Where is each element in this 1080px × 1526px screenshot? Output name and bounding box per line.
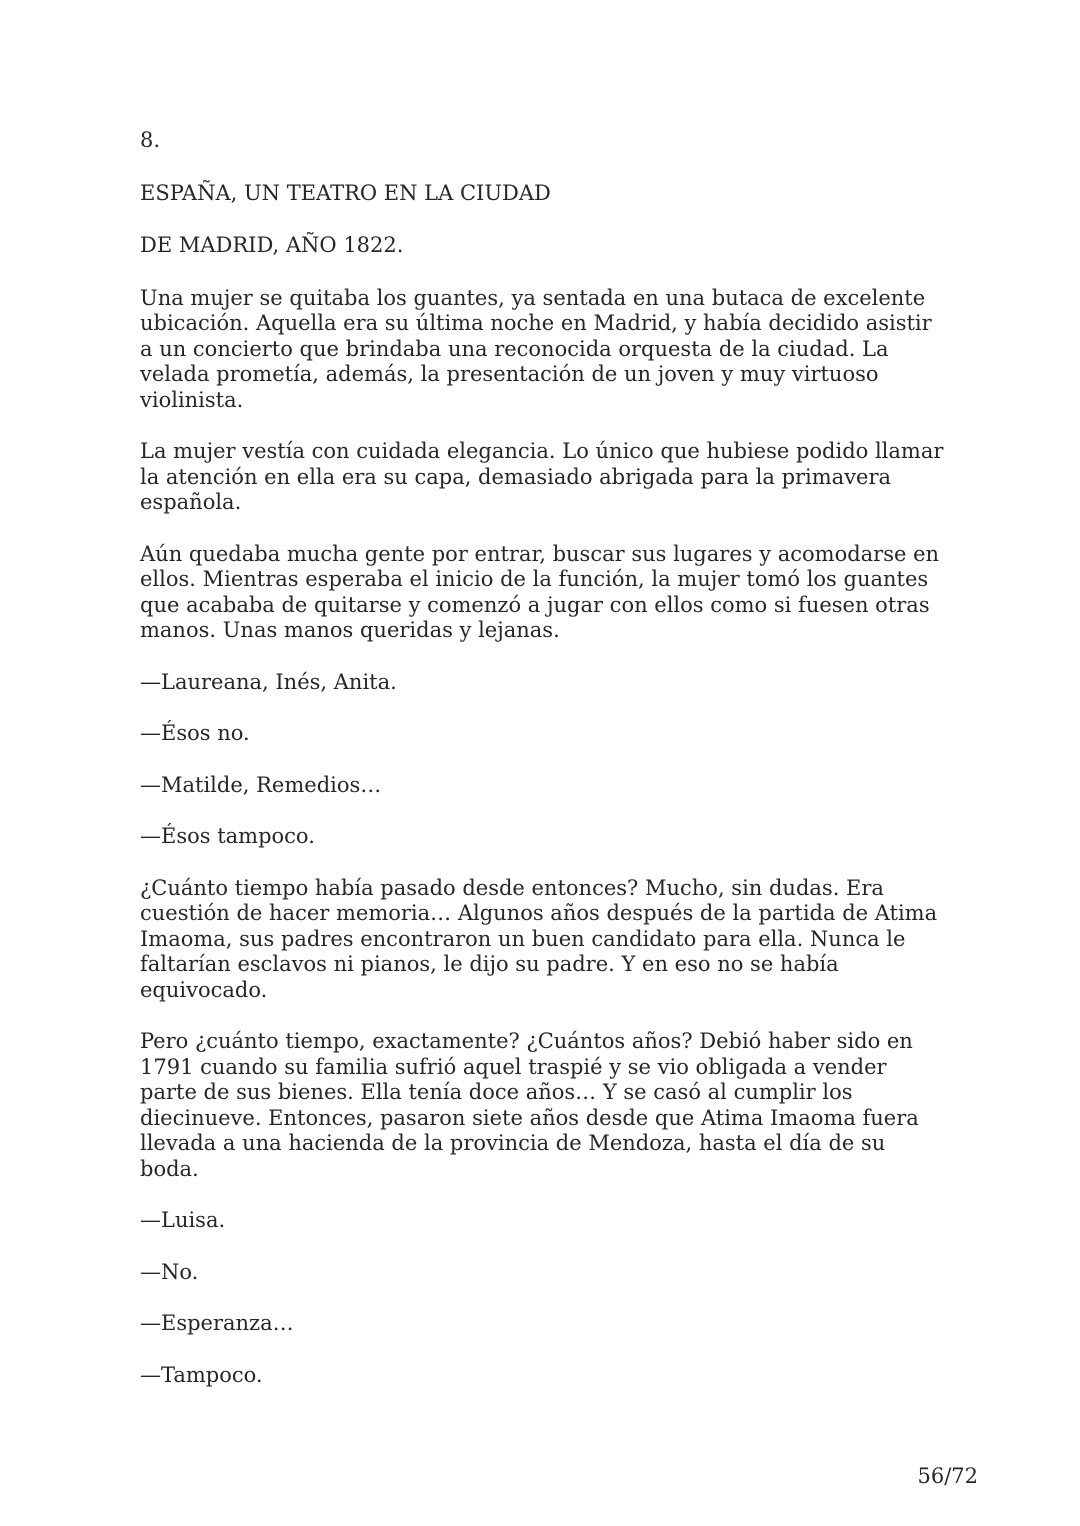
dialogue-line: —Tampoco. — [140, 1362, 263, 1387]
dialogue-line: —Esperanza… — [140, 1311, 294, 1335]
dialogue-line: —Laureana, Inés, Anita. — [140, 669, 397, 694]
page-number: 56/72 — [917, 1464, 978, 1488]
chapter-heading-line-1: ESPAÑA, UN TEATRO EN LA CIUDAD — [140, 180, 551, 205]
paragraph: ¿Cuánto tiempo había pasado desde entonces? Mucho, sin dudas. Era cuestión de hacer memoria… Algunos años después de la partida de Atima Imaoma, sus padres encontraron un buen candidato para ella. Nunca le faltarían esclavos ni pianos, le dijo su padre. Y en eso no se había equivocado. — [140, 875, 938, 1002]
paragraph: La mujer vestía con cuidada elegancia. Lo único que hubiese podido llamar la atención en ella era su capa, demasiado abrigada para la primavera española. — [140, 439, 944, 514]
chapter-number: 8. — [140, 128, 161, 152]
dialogue-line: —Luisa. — [140, 1208, 226, 1232]
dialogue-line: —No. — [140, 1259, 199, 1284]
page-body — [140, 128, 950, 1414]
paragraph: Aún quedaba mucha gente por entrar, buscar sus lugares y acomodarse en ellos. Mientras esperaba el inicio de la función, la mujer tomó los guantes que acababa de quitarse y comenzó a jugar con ellos como si fuesen otras manos. Unas manos queridas y lejanas. — [140, 541, 940, 642]
dialogue-line: —Matilde, Remedios… — [140, 772, 382, 797]
dialogue-line: —Ésos tampoco. — [140, 824, 315, 848]
paragraph: Pero ¿cuánto tiempo, exactamente? ¿Cuántos años? Debió haber sido en 1791 cuando su familia sufrió aquel traspié y se vio obligada a vender parte de sus bienes. Ella tenía doce años… Y se casó al cumplir los diecinueve. Entonces, pasaron siete años desde que Atima Imaoma fuera llevada a una hacienda de la provincia de Mendoza, hasta el día de su boda. — [140, 1029, 919, 1181]
dialogue-line: —Ésos no. — [140, 721, 250, 745]
chapter-heading-line-2: DE MADRID, AÑO 1822. — [140, 233, 404, 257]
paragraph: Una mujer se quitaba los guantes, ya sentada en una butaca de excelente ubicación. Aquella era su última noche en Madrid, y había decidido asistir a un concierto que brindaba una reconocida orquesta de la ciudad. La velada prometía, además, la presentación de un joven y muy virtuoso violinista. — [140, 285, 932, 412]
